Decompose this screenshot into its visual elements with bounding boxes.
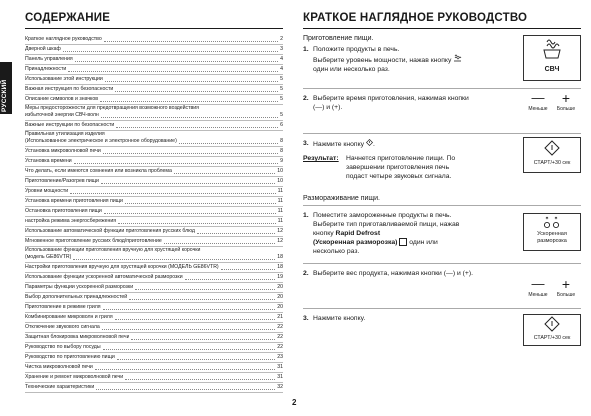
toc-entry-page: 2 [280,36,283,42]
step-text: Выберите уровень мощности, нажав кнопку [313,57,452,64]
quick-guide-title: КРАТКОЕ НАГЛЯДНОЕ РУКОВОДСТВО [303,12,581,29]
plus-label: Больше [556,106,576,112]
toc-entry [25,333,283,343]
toc-entry-page: 4 [280,66,283,73]
start-button-illustration [523,137,581,173]
toc-entry-page: 18 [277,253,283,260]
toc-entry-title: (Использованное электрическое и электронное оборудование) [25,137,177,144]
cooking-step-3: 3. Нажмите кнопку . СТАРТ/+30 сек [303,139,581,148]
toc-separator [25,392,283,393]
toc-entry-title: Установка времени приготовления пищи [25,197,123,204]
toc-entry-page: 21 [277,314,283,320]
toc-entry-page: 10 [277,177,283,184]
toc-entry [25,383,283,393]
weight-buttons-illustration [525,277,581,303]
start-button-label: СТАРТ/+30 сек [533,160,571,166]
minus-button [527,277,549,300]
toc-entry [25,55,283,65]
toc-entry-page: 11 [277,217,283,224]
toc-list [25,35,283,393]
step-text: один или несколько раз. [313,66,390,73]
toc-entry-title: Чистка микроволновой печи [25,364,93,371]
toc-leader-dots [95,369,275,370]
toc-entry-page: 22 [277,334,283,341]
defrost-button-illustration [523,213,581,251]
microwave-power-icon [453,54,462,62]
result-text: подаст четыре звуковых сигнала. [346,173,452,180]
toc-entry-title: Параметры функции ускоренной разморозки [25,283,134,290]
toc-leader-dots [115,91,278,92]
toc-entry-line: Использование функции приготовления вручную для хрустящей корочки [25,247,201,254]
minus-label: Меньше [528,106,548,112]
toc-entry-page: 22 [277,344,283,351]
toc-leader-dots [105,81,278,82]
start-button-icon [524,315,580,333]
toc-entry [25,121,283,131]
toc-leader-dots [63,51,278,52]
toc-entry [25,207,283,217]
toc-entry-page: 8 [280,137,283,144]
toc-entry [25,177,283,187]
toc-entry-title: Использование функции ускоренной автоматической разморозки [25,273,183,280]
toc-entry-page: 32 [277,384,283,391]
minus-icon: — [531,276,545,291]
step-text: ). [468,270,474,277]
toc-entry-page: 22 [277,324,283,331]
toc-entry [25,373,283,383]
toc-leader-dots [100,101,278,102]
minus-symbol-icon: — [315,104,323,111]
cooking-step-1 [303,45,581,83]
toc-entry [25,65,283,75]
toc-leader-dots [221,269,276,270]
toc-leader-dots [68,71,278,72]
step-number: 2. [303,270,309,277]
minus-icon: — [531,90,545,105]
toc-leader-dots [164,243,275,244]
toc-leader-dots [101,117,278,118]
plus-button [555,91,577,114]
divider [303,263,581,264]
toc-entry-title: Руководство по приготовлению пищи [25,354,115,361]
toc-entry-page: 5 [280,111,283,118]
toc-leader-dots [70,193,275,194]
toc-entry [25,167,283,177]
toc-entry-title: Принадлежности [25,66,67,73]
language-side-tab [0,62,12,114]
result-text: завершении приготовления печь [346,164,450,171]
defrost-step-1 [303,211,581,258]
toc-leader-dots [129,299,275,300]
toc-entry-title: Комбинирование микроволн и гриля [25,314,113,320]
defrost-section [303,195,581,340]
toc-entry [25,273,283,283]
divider [303,205,581,206]
toc-entry [25,323,283,333]
step-number: 3. [303,315,309,322]
toc-entry-line: Меры предосторожности для предотвращения возможного воздействия [25,105,199,112]
toc-entry-title: Хранение и ремонт микроволновой печи [25,374,124,381]
toc-entry [25,187,283,197]
toc-entry-title: Установка времени [25,157,72,164]
toc-leader-dots [179,143,278,144]
toc-leader-dots [185,279,276,280]
toc-entry [25,75,283,85]
divider [303,88,581,89]
toc-leader-dots [197,233,275,234]
plus-icon: + [561,90,571,106]
toc-leader-dots [135,289,275,290]
toc-entry-title: Использование этой инструкции [25,76,103,83]
toc-entry [25,157,283,167]
step-text: один или [409,239,438,246]
toc-entry-title: Остановка приготовления пищи [25,207,102,214]
quick-guide [303,12,581,340]
toc-entry [25,247,283,263]
cooking-section-title: Приготовление пищи. [303,35,374,42]
defrost-label-line: Ускоренная [537,231,567,237]
divider [303,133,581,134]
toc-entry-page: 20 [277,293,283,300]
toc-entry-page: 5 [280,86,283,93]
page-number: 2 [292,398,297,407]
toc-entry-title: Выбор дополнительных принадлежностей [25,293,128,300]
step-text: Выберите время приготовления, нажимая кнопки [313,95,469,102]
toc-entry [25,147,283,157]
plus-label: Больше [556,292,576,298]
toc-entry-title: Отключение звукового сигнала [25,324,100,331]
toc-entry-page: 8 [280,147,283,154]
toc-entry [25,85,283,95]
plus-button [555,277,577,300]
step-text: ). [338,104,343,111]
toc-leader-dots [103,153,278,154]
toc-entry-title: Дверной шкаф [25,46,61,53]
toc-leader-dots [125,379,275,380]
step-text: ) и ( [452,270,465,277]
toc-entry [25,131,283,147]
cooking-section [303,35,581,181]
toc-entry [25,105,283,121]
toc-entry-title: избыточной энергии СВЧ-волн [25,111,99,118]
toc-entry [25,95,283,105]
toc-leader-dots [103,309,276,310]
toc-entry-page: 19 [277,273,283,280]
toc-entry-page: 11 [277,207,283,214]
start-button-illustration [523,314,581,346]
toc-leader-dots [116,127,278,128]
step-number: 1. [303,46,309,53]
toc-entry [25,293,283,303]
divider [303,308,581,309]
toc-leader-dots [174,173,275,174]
step-text: Выберите тип приготавливаемой пищи, нажав [313,221,460,228]
minus-button [527,91,549,114]
toc-entry-page: 31 [277,364,283,371]
step-text: ( [313,104,316,111]
toc-entry-page: 4 [280,56,283,63]
toc-entry [25,217,283,227]
step-text: Нажмите кнопку. [313,315,366,322]
toc-entry-page: 5 [280,76,283,83]
toc-entry-page: 6 [280,121,283,128]
toc-entry [25,197,283,207]
toc-entry-title: Использование автоматической функции приготовления русских блюд [25,228,195,235]
rapid-defrost-label: Rapid Defrost [335,230,381,237]
toc-entry-title: Руководство по выбору посуды [25,344,101,351]
plus-symbol-icon: + [464,270,469,277]
toc-entry-title: Приготовление/Разогрев пищи [25,177,99,184]
step-number: 2. [303,95,309,102]
microwave-button-illustration [523,35,581,81]
toc-leader-dots [125,203,276,204]
toc-entry-page: 20 [277,303,283,310]
step-number: 3. [303,140,309,147]
toc-entry [25,303,283,313]
toc-entry-title: Приготовление в режиме гриля [25,303,101,310]
toc-entry [25,283,283,293]
toc-leader-dots [118,223,276,224]
toc-leader-dots [103,349,276,350]
toc-leader-dots [75,61,278,62]
toc-leader-dots [73,259,275,260]
toc-entry-title: Важные инструкции по безопасности [25,121,115,128]
defrost-small-icon [399,238,407,246]
toc-entry-page: 20 [277,283,283,290]
minus-symbol-icon: — [446,270,453,277]
toc-entry-page: 11 [277,187,283,194]
toc-entry-page: 11 [277,197,283,204]
toc-leader-dots [115,319,276,320]
step-text: Поместите замороженные продукты в печь. [313,212,452,219]
toc-leader-dots [104,213,276,214]
step-text: кнопку [313,230,334,237]
toc-entry [25,227,283,237]
toc-leader-dots [96,389,275,390]
toc-leader-dots [104,41,278,42]
toc-entry-title: (модель GE86VTR) [25,253,72,260]
toc-leader-dots [131,339,275,340]
toc-entry [25,45,283,55]
defrost-button-label [524,231,580,244]
toc-entry-title: Описание символов и значков [25,96,99,103]
toc-entry [25,343,283,353]
toc-entry-page: 10 [277,167,283,174]
toc-entry [25,313,283,323]
toc-entry [25,263,283,273]
toc-entry-page: 5 [280,96,283,103]
step-text: Выберите вес продукта, нажимая кнопки ( [313,270,447,277]
defrost-step-3 [303,314,581,340]
defrost-label-line: разморозка [537,237,567,244]
toc-entry-page: 9 [280,157,283,164]
toc-entry-line: Правильная утилизация изделия [25,131,105,138]
cooking-step-2 [303,90,581,128]
step-text: Нажмите кнопку [313,141,365,148]
step-text: несколько раз. [313,248,360,255]
toc-entry [25,35,283,45]
plus-icon: + [561,276,571,292]
toc-entry-title: Панель управления [25,56,73,63]
toc-entry-title: Важная инструкция по безопасности [25,86,114,93]
toc-leader-dots [101,183,275,184]
toc-entry-page: 31 [277,374,283,381]
toc-entry-title: настройка режима энергосбережения [25,217,117,224]
toc-entry-title: Установка микроволновой печи [25,147,101,154]
step-text: Положите продукты в печь. [313,46,400,53]
toc-entry [25,363,283,373]
toc-entry-title: Что делать, если имеются сомнения или возникла проблема [25,167,172,174]
toc-entry [25,237,283,247]
toc-title: СОДЕРЖАНИЕ [25,12,283,29]
toc-entry-page: 12 [277,228,283,235]
defrost-section-title: Размораживание пищи. [303,195,381,202]
rapid-defrost-label-ru: (Ускоренная разморозка) [313,239,398,246]
result-label: Результат: [303,155,339,162]
microwave-button-label: СВЧ [544,66,560,73]
time-buttons-illustration [525,91,581,121]
toc-entry-title: Защитная блокировка микроволновой печи [25,334,130,341]
step-text: ) и ( [322,104,335,111]
start-button-label: СТАРТ/+30 сек [533,335,571,341]
defrost-step-2 [303,269,581,303]
toc-entry-title: Краткое наглядное руководство [25,36,102,42]
toc-entry-title: Уровни мощности [25,187,69,194]
toc-entry-title: Мгновенное приготовление русских блюд/приготовление [25,238,162,245]
result-text: Начнется приготовление пищи. По [346,155,456,162]
toc-entry-page: 12 [277,238,283,245]
toc-leader-dots [102,329,275,330]
toc-entry-page: 23 [277,354,283,361]
toc-entry-page: 3 [280,46,283,53]
toc-leader-dots [74,163,278,164]
table-of-contents [25,12,283,393]
toc-leader-dots [117,359,275,360]
defrost-snowflake-icon [524,214,580,230]
minus-label: Меньше [528,292,548,298]
toc-entry [25,353,283,363]
toc-entry-title: Технические характеристики [25,384,95,391]
toc-entry-title: Настройки приготовления вручную для хрустящей корочки (МОДЕЛЬ GE86VTR) [25,263,219,270]
language-tab-label: РУССКИЙ [1,79,8,112]
toc-entry-page: 18 [277,263,283,270]
start-button-icon [524,138,580,158]
step-number: 1. [303,212,309,219]
plus-symbol-icon: + [334,104,339,111]
start-diamond-icon [366,139,373,146]
